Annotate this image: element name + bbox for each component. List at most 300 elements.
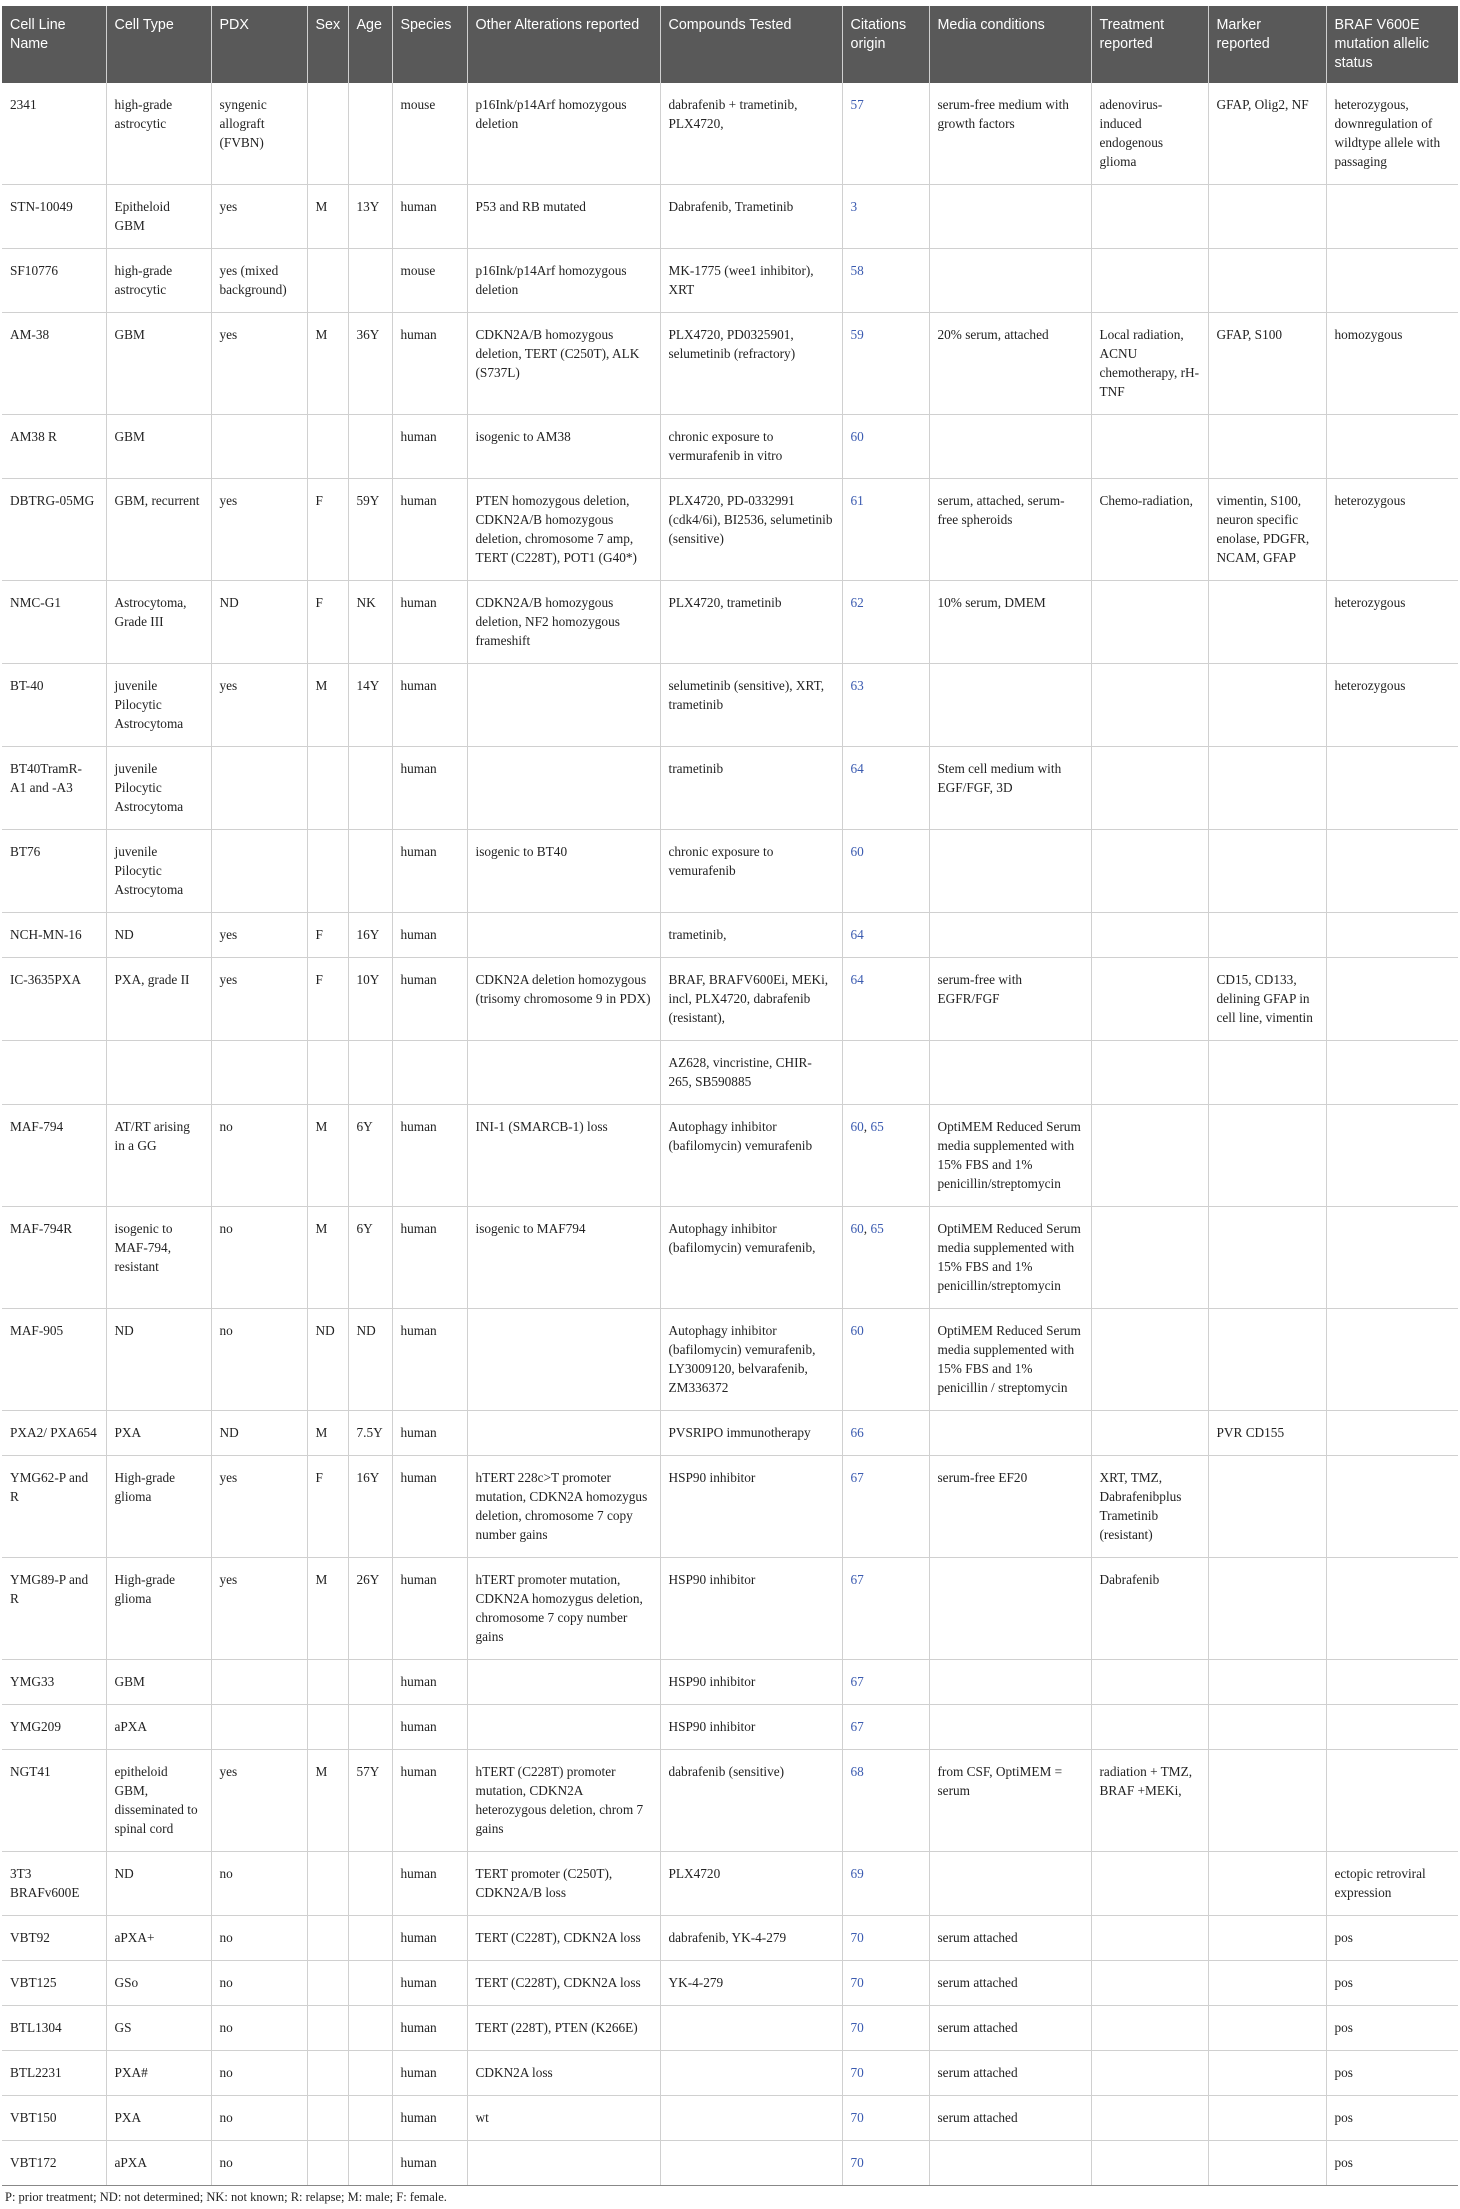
table-cell: human xyxy=(392,313,467,415)
table-cell: BT40TramR-A1 and -A3 xyxy=(2,747,106,830)
table-cell xyxy=(1091,1705,1208,1750)
citation-link[interactable]: 57 xyxy=(850,97,864,112)
citation-cell xyxy=(842,2006,929,2051)
citation-cell xyxy=(842,2096,929,2141)
table-cell: 57Y xyxy=(348,1750,392,1852)
table-cell: serum attached xyxy=(929,1916,1091,1961)
table-cell xyxy=(1091,581,1208,664)
table-cell xyxy=(307,747,348,830)
table-cell xyxy=(467,913,660,958)
table-cell: YMG33 xyxy=(2,1660,106,1705)
table-cell xyxy=(467,664,660,747)
table-cell xyxy=(1091,747,1208,830)
table-cell: serum-free with EGFR/FGF xyxy=(929,958,1091,1041)
table-cell xyxy=(1208,1961,1326,2006)
table-row xyxy=(2,1852,1458,1916)
table-row xyxy=(2,1961,1458,2006)
table-cell xyxy=(1091,664,1208,747)
table-cell xyxy=(1326,958,1458,1041)
table-cell xyxy=(1326,185,1458,249)
table-cell xyxy=(929,249,1091,313)
citation-cell xyxy=(842,479,929,581)
table-cell: F xyxy=(307,913,348,958)
table-cell: CDKN2A deletion homozygous (trisomy chromosome 9 in PDX) xyxy=(467,958,660,1041)
table-cell: yes xyxy=(211,185,307,249)
table-cell: no xyxy=(211,1207,307,1309)
table-cell: DBTRG-05MG xyxy=(2,479,106,581)
table-cell: human xyxy=(392,1309,467,1411)
table-cell xyxy=(348,83,392,185)
table-row xyxy=(2,1309,1458,1411)
table-cell xyxy=(1091,1105,1208,1207)
table-cell: yes xyxy=(211,1558,307,1660)
table-cell: OptiMEM Reduced Serum media supplemented with 15% FBS and 1% penicillin/streptomycin xyxy=(929,1207,1091,1309)
table-cell: PLX4720 xyxy=(660,1852,842,1916)
table-cell: wt xyxy=(467,2096,660,2141)
table-cell: serum attached xyxy=(929,2096,1091,2141)
table-row xyxy=(2,1558,1458,1660)
table-cell: STN-10049 xyxy=(2,185,106,249)
column-header: Species xyxy=(392,6,467,83)
table-cell: PVR CD155 xyxy=(1208,1411,1326,1456)
table-cell: 59Y xyxy=(348,479,392,581)
table-cell: no xyxy=(211,2141,307,2186)
table-cell: no xyxy=(211,1105,307,1207)
table-cell: 16Y xyxy=(348,1456,392,1558)
table-cell xyxy=(348,1916,392,1961)
table-cell xyxy=(1208,2096,1326,2141)
table-cell xyxy=(211,1660,307,1705)
table-cell xyxy=(467,1660,660,1705)
citation-link[interactable]: 70 xyxy=(850,2155,864,2170)
table-cell xyxy=(307,1852,348,1916)
table-cell xyxy=(348,747,392,830)
table-cell: serum-free EF20 xyxy=(929,1456,1091,1558)
table-cell: serum-free medium with growth factors xyxy=(929,83,1091,185)
table-cell xyxy=(307,1961,348,2006)
table-cell xyxy=(1208,913,1326,958)
table-cell: aPXA xyxy=(106,2141,211,2186)
table-cell: human xyxy=(392,913,467,958)
table-cell xyxy=(307,1041,348,1105)
citation-link[interactable]: 60 xyxy=(850,1323,864,1338)
table-cell xyxy=(1326,415,1458,479)
column-header: BRAF V600E mutation allelic status xyxy=(1326,6,1458,83)
table-row xyxy=(2,581,1458,664)
table-body xyxy=(2,83,1458,2186)
citation-link[interactable]: 66 xyxy=(850,1425,864,1440)
table-cell xyxy=(1326,913,1458,958)
table-cell: MAF-905 xyxy=(2,1309,106,1411)
table-cell: ectopic retroviral expression xyxy=(1326,1852,1458,1916)
table-cell xyxy=(392,1041,467,1105)
table-cell: radiation + TMZ, BRAF +MEKi, xyxy=(1091,1750,1208,1852)
citation-link[interactable]: 65 xyxy=(870,1119,884,1134)
table-cell: human xyxy=(392,2051,467,2096)
table-cell: ND xyxy=(106,1309,211,1411)
table-cell: M xyxy=(307,185,348,249)
table-row xyxy=(2,185,1458,249)
table-cell: AZ628, vincristine, CHIR-265, SB590885 xyxy=(660,1041,842,1105)
table-cell: AM-38 xyxy=(2,313,106,415)
table-cell xyxy=(348,2051,392,2096)
table-cell xyxy=(929,185,1091,249)
table-cell: ND xyxy=(348,1309,392,1411)
table-cell xyxy=(1208,581,1326,664)
table-cell: VBT125 xyxy=(2,1961,106,2006)
citation-link[interactable]: 60 xyxy=(850,429,864,444)
table-cell xyxy=(929,1660,1091,1705)
table-cell: GFAP, Olig2, NF xyxy=(1208,83,1326,185)
column-header: Age xyxy=(348,6,392,83)
table-cell: PVSRIPO immunotherapy xyxy=(660,1411,842,1456)
table-cell xyxy=(348,415,392,479)
citation-link[interactable]: 70 xyxy=(850,2065,864,2080)
table-cell xyxy=(1208,830,1326,913)
table-cell: isogenic to MAF794 xyxy=(467,1207,660,1309)
table-cell: human xyxy=(392,1207,467,1309)
table-cell: TERT (C228T), CDKN2A loss xyxy=(467,1916,660,1961)
table-cell xyxy=(467,747,660,830)
table-cell: HSP90 inhibitor xyxy=(660,1456,842,1558)
citation-cell xyxy=(842,415,929,479)
table-cell: isogenic to AM38 xyxy=(467,415,660,479)
table-cell xyxy=(307,830,348,913)
table-row xyxy=(2,1916,1458,1961)
citation-cell xyxy=(842,1750,929,1852)
table-cell: F xyxy=(307,479,348,581)
table-cell: human xyxy=(392,1750,467,1852)
table-row xyxy=(2,1750,1458,1852)
table-cell: 13Y xyxy=(348,185,392,249)
table-cell: serum attached xyxy=(929,2051,1091,2096)
column-header: Sex xyxy=(307,6,348,83)
table-cell xyxy=(929,664,1091,747)
table-cell: ND xyxy=(211,581,307,664)
table-cell xyxy=(1091,249,1208,313)
table-cell: M xyxy=(307,664,348,747)
table-cell xyxy=(1091,1660,1208,1705)
citation-link[interactable]: 67 xyxy=(850,1470,864,1485)
table-cell: F xyxy=(307,958,348,1041)
citation-cell xyxy=(842,1916,929,1961)
table-cell: M xyxy=(307,1411,348,1456)
table-cell xyxy=(1208,1750,1326,1852)
table-cell: 36Y xyxy=(348,313,392,415)
table-cell xyxy=(1208,2006,1326,2051)
table-cell: yes xyxy=(211,1456,307,1558)
citation-cell xyxy=(842,1961,929,2006)
table-cell xyxy=(1208,1456,1326,1558)
table-cell: trametinib, xyxy=(660,913,842,958)
table-cell xyxy=(348,1961,392,2006)
table-cell: pos xyxy=(1326,2141,1458,2186)
table-cell: human xyxy=(392,1961,467,2006)
table-cell: yes xyxy=(211,958,307,1041)
citation-link[interactable]: 3 xyxy=(850,199,858,214)
table-cell xyxy=(1091,1309,1208,1411)
table-cell xyxy=(1208,415,1326,479)
table-row xyxy=(2,1207,1458,1309)
table-cell: ND xyxy=(106,1852,211,1916)
citation-link[interactable]: 70 xyxy=(850,1930,864,1945)
table-cell xyxy=(1208,1852,1326,1916)
table-cell: 20% serum, attached xyxy=(929,313,1091,415)
table-row xyxy=(2,415,1458,479)
table-cell xyxy=(307,1660,348,1705)
table-cell: NCH-MN-16 xyxy=(2,913,106,958)
table-cell xyxy=(2,1041,106,1105)
citation-cell xyxy=(842,830,929,913)
table-cell xyxy=(211,1705,307,1750)
cell-line-table xyxy=(2,6,1458,2186)
citation-link[interactable]: 67 xyxy=(850,1572,864,1587)
citation-link[interactable]: 61 xyxy=(850,493,864,508)
table-cell: no xyxy=(211,2006,307,2051)
table-cell: Stem cell medium with EGF/FGF, 3D xyxy=(929,747,1091,830)
citation-link[interactable]: 70 xyxy=(850,1975,864,1990)
table-cell: M xyxy=(307,1207,348,1309)
table-cell: F xyxy=(307,581,348,664)
table-cell xyxy=(1208,1207,1326,1309)
citation-link[interactable]: 64 xyxy=(850,761,864,776)
citation-cell xyxy=(842,313,929,415)
table-cell xyxy=(348,1660,392,1705)
table-cell xyxy=(660,2006,842,2051)
table-cell: pos xyxy=(1326,2051,1458,2096)
table-cell: SF10776 xyxy=(2,249,106,313)
table-cell: pos xyxy=(1326,1916,1458,1961)
table-cell: PLX4720, PD-0332991 (cdk4/6i), BI2536, selumetinib (sensitive) xyxy=(660,479,842,581)
table-cell: dabrafenib (sensitive) xyxy=(660,1750,842,1852)
table-cell xyxy=(307,2141,348,2186)
table-cell: hTERT promoter mutation, CDKN2A homozygus deletion, chromosome 7 copy number gains xyxy=(467,1558,660,1660)
table-cell: hTERT 228c>T promoter mutation, CDKN2A homozygus deletion, chromosome 7 copy number gains xyxy=(467,1456,660,1558)
table-cell xyxy=(1091,415,1208,479)
table-cell: GBM xyxy=(106,1660,211,1705)
table-cell xyxy=(1208,1660,1326,1705)
table-cell: no xyxy=(211,2096,307,2141)
citation-cell xyxy=(842,958,929,1041)
table-cell xyxy=(1326,249,1458,313)
citation-cell xyxy=(842,185,929,249)
citation-link[interactable]: 69 xyxy=(850,1866,864,1881)
citation-cell: 60, 65 xyxy=(842,1105,929,1207)
column-header: Cell Type xyxy=(106,6,211,83)
column-header: Compounds Tested xyxy=(660,6,842,83)
table-cell xyxy=(929,1411,1091,1456)
citation-link[interactable]: 58 xyxy=(850,263,864,278)
table-cell xyxy=(1326,1705,1458,1750)
table-cell: syngenic allograft (FVBN) xyxy=(211,83,307,185)
table-row xyxy=(2,1705,1458,1750)
table-cell xyxy=(348,2096,392,2141)
table-cell xyxy=(1091,1041,1208,1105)
table-cell: juvenile Pilocytic Astrocytoma xyxy=(106,664,211,747)
table-cell xyxy=(1091,913,1208,958)
table-cell xyxy=(348,2006,392,2051)
table-cell: homozygous xyxy=(1326,313,1458,415)
table-cell: mouse xyxy=(392,83,467,185)
table-cell xyxy=(929,1852,1091,1916)
citation-cell xyxy=(842,1705,929,1750)
table-cell: mouse xyxy=(392,249,467,313)
citation-link[interactable]: 67 xyxy=(850,1719,864,1734)
table-cell: chronic exposure to vemurafenib xyxy=(660,830,842,913)
table-cell: CD15, CD133, delining GFAP in cell line, vimentin xyxy=(1208,958,1326,1041)
table-cell: high-grade astrocytic xyxy=(106,83,211,185)
table-cell: p16Ink/p14Arf homozygous deletion xyxy=(467,249,660,313)
table-cell: P53 and RB mutated xyxy=(467,185,660,249)
table-cell xyxy=(467,2141,660,2186)
citation-cell xyxy=(842,1660,929,1705)
table-footnote: P: prior treatment; ND: not determined; NK: not known; R: relapse; M: male; F: female. xyxy=(5,2190,447,2204)
citation-cell xyxy=(842,581,929,664)
table-cell: high-grade astrocytic xyxy=(106,249,211,313)
table-cell: 26Y xyxy=(348,1558,392,1660)
table-cell xyxy=(348,249,392,313)
table-row xyxy=(2,1041,1458,1105)
table-cell: hTERT (C228T) promoter mutation, CDKN2A heterozygous deletion, chrom 7 gains xyxy=(467,1750,660,1852)
table-cell: trametinib xyxy=(660,747,842,830)
table-cell: OptiMEM Reduced Serum media supplemented with 15% FBS and 1% penicillin / streptomycin xyxy=(929,1309,1091,1411)
table-cell: MAF-794R xyxy=(2,1207,106,1309)
table-cell: GBM, recurrent xyxy=(106,479,211,581)
table-cell: serum attached xyxy=(929,2006,1091,2051)
table-cell: aPXA+ xyxy=(106,1916,211,1961)
table-cell: PTEN homozygous deletion, CDKN2A/B homozygous deletion, chromosome 7 amp, TERT (C228T), POT1 (G40*) xyxy=(467,479,660,581)
table-cell: M xyxy=(307,1558,348,1660)
table-cell xyxy=(1208,2051,1326,2096)
table-cell xyxy=(660,2141,842,2186)
table-cell: human xyxy=(392,1660,467,1705)
table-cell: GBM xyxy=(106,415,211,479)
citation-link[interactable]: 63 xyxy=(850,678,864,693)
citation-link[interactable]: 60 xyxy=(850,844,864,859)
table-cell xyxy=(211,1041,307,1105)
table-cell: GSo xyxy=(106,1961,211,2006)
table-cell: NMC-G1 xyxy=(2,581,106,664)
table-cell: High-grade glioma xyxy=(106,1456,211,1558)
table-cell: CDKN2A/B homozygous deletion, TERT (C250T), ALK (S737L) xyxy=(467,313,660,415)
table-cell xyxy=(1091,830,1208,913)
table-cell: human xyxy=(392,2006,467,2051)
table-cell: Dabrafenib, Trametinib xyxy=(660,185,842,249)
table-cell: heterozygous xyxy=(1326,479,1458,581)
table-cell: human xyxy=(392,958,467,1041)
table-cell: aPXA xyxy=(106,1705,211,1750)
table-cell xyxy=(1208,1309,1326,1411)
table-cell xyxy=(1091,1916,1208,1961)
table-cell xyxy=(929,913,1091,958)
table-cell: yes xyxy=(211,913,307,958)
citation-link[interactable]: 60 xyxy=(850,1119,864,1134)
table-cell xyxy=(1326,1750,1458,1852)
table-cell: dabrafenib, YK-4-279 xyxy=(660,1916,842,1961)
table-row xyxy=(2,664,1458,747)
table-row xyxy=(2,958,1458,1041)
citation-cell xyxy=(842,913,929,958)
citation-link[interactable]: 70 xyxy=(850,2110,864,2125)
table-row xyxy=(2,1660,1458,1705)
table-cell: heterozygous xyxy=(1326,581,1458,664)
table-cell xyxy=(1326,1456,1458,1558)
citation-cell xyxy=(842,1411,929,1456)
table-cell: MK-1775 (wee1 inhibitor), XRT xyxy=(660,249,842,313)
table-cell: juvenile Pilocytic Astrocytoma xyxy=(106,747,211,830)
table-cell: ND xyxy=(307,1309,348,1411)
table-cell xyxy=(1091,185,1208,249)
table-cell: TERT promoter (C250T), CDKN2A/B loss xyxy=(467,1852,660,1916)
table-cell: BT76 xyxy=(2,830,106,913)
table-row xyxy=(2,747,1458,830)
table-cell xyxy=(660,2051,842,2096)
table-cell xyxy=(348,1852,392,1916)
table-cell xyxy=(467,1411,660,1456)
table-cell: ND xyxy=(106,913,211,958)
table-cell xyxy=(211,747,307,830)
table-cell xyxy=(1326,1309,1458,1411)
table-cell xyxy=(1326,747,1458,830)
table-cell: HSP90 inhibitor xyxy=(660,1660,842,1705)
citation-link[interactable]: 62 xyxy=(850,595,864,610)
citation-link[interactable]: 64 xyxy=(850,927,864,942)
table-cell: 6Y xyxy=(348,1207,392,1309)
table-cell: human xyxy=(392,1411,467,1456)
table-cell: 7.5Y xyxy=(348,1411,392,1456)
table-cell: IC-3635PXA xyxy=(2,958,106,1041)
table-row xyxy=(2,2006,1458,2051)
citation-link[interactable]: 70 xyxy=(850,2020,864,2035)
table-cell: p16Ink/p14Arf homozygous deletion xyxy=(467,83,660,185)
table-row xyxy=(2,1411,1458,1456)
table-cell: AT/RT arising in a GG xyxy=(106,1105,211,1207)
citation-link[interactable]: 60 xyxy=(850,1221,864,1236)
table-cell: 10% serum, DMEM xyxy=(929,581,1091,664)
table-cell: yes xyxy=(211,1750,307,1852)
table-cell xyxy=(1091,1852,1208,1916)
citation-link[interactable]: 65 xyxy=(870,1221,884,1236)
table-cell xyxy=(307,2006,348,2051)
citation-link[interactable]: 59 xyxy=(850,327,864,342)
citation-link[interactable]: 68 xyxy=(850,1764,864,1779)
table-cell xyxy=(1091,1411,1208,1456)
table-cell xyxy=(307,2051,348,2096)
table-cell: human xyxy=(392,1456,467,1558)
citation-link[interactable]: 67 xyxy=(850,1674,864,1689)
table-cell: serum, attached, serum-free spheroids xyxy=(929,479,1091,581)
table-cell xyxy=(1208,664,1326,747)
table-cell xyxy=(1208,2141,1326,2186)
table-cell xyxy=(211,415,307,479)
table-cell: 2341 xyxy=(2,83,106,185)
table-row xyxy=(2,249,1458,313)
table-cell: AM38 R xyxy=(2,415,106,479)
table-cell xyxy=(348,1705,392,1750)
table-cell: isogenic to BT40 xyxy=(467,830,660,913)
citation-cell xyxy=(842,2051,929,2096)
column-header: PDX xyxy=(211,6,307,83)
table-cell: 10Y xyxy=(348,958,392,1041)
table-cell xyxy=(1326,1105,1458,1207)
table-cell: no xyxy=(211,1852,307,1916)
table-cell: isogenic to MAF-794, resistant xyxy=(106,1207,211,1309)
table-cell: 14Y xyxy=(348,664,392,747)
table-cell xyxy=(1091,2051,1208,2096)
table-cell: F xyxy=(307,1456,348,1558)
citation-link[interactable]: 64 xyxy=(850,972,864,987)
table-cell: Astrocytoma, Grade III xyxy=(106,581,211,664)
